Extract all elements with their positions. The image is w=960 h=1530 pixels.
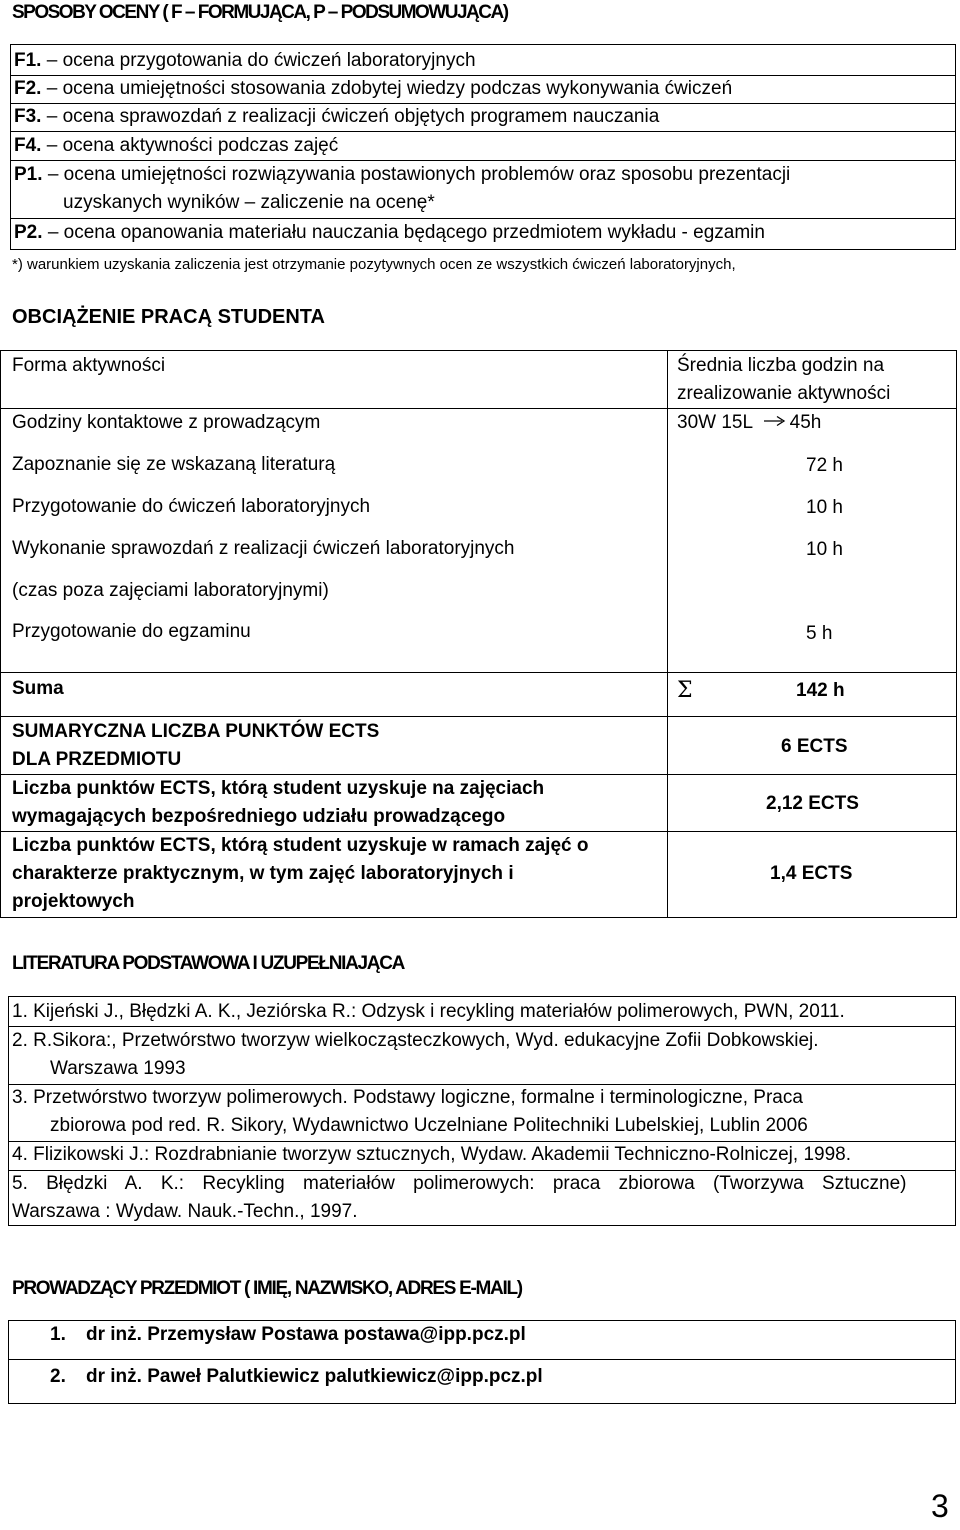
ects-contact-label-1: Liczba punktów ECTS, którą student uzyskuje na zajęciach: [12, 778, 545, 799]
teachers-title: PROWADZĄCY PRZEDMIOT ( IMIĘ, NAZWISKO, ADRES E-MAIL): [12, 1278, 522, 1299]
sigma-icon: Σ: [677, 678, 693, 703]
literature-item: 1. Kijeński J., Błędzki A. K., Jeziórska R.: Odzysk i recykling materiałów polimerowych, PWN, 2011.: [12, 1001, 845, 1022]
ects-practical-label-2: charakterze praktycznym, w tym zajęć laboratoryjnych i: [12, 863, 514, 884]
methods-title: SPOSOBY OCENY ( F – FORMUJĄCA, P – PODSUMOWUJĄCA): [12, 2, 508, 23]
workload-row-label: Przygotowanie do egzaminu: [12, 621, 251, 642]
literature-item: 5. Błędzki A. K.: Recykling materiałów polimerowych: praca zbiorowa (Tworzywa Sztuczne): [12, 1173, 907, 1194]
teacher-entry: dr inż. Paweł Palutkiewicz palutkiewicz@ipp.pcz.pl: [86, 1366, 543, 1387]
sum-value: 142 h: [796, 680, 845, 701]
workload-title: OBCIĄŻENIE PRACĄ STUDENTA: [12, 306, 325, 328]
literature-item: 2. R.Sikora:, Przetwórstwo tworzyw wielkocząsteczkowych, Wyd. edukacyjne Zofii Dobkowskiej.: [12, 1030, 819, 1051]
column-divider: [667, 350, 668, 918]
divider: [10, 131, 956, 132]
divider: [8, 1026, 956, 1027]
workload-row-label: Przygotowanie do ćwiczeń laboratoryjnych: [12, 496, 371, 517]
divider: [10, 103, 956, 104]
ects-total-label-2: DLA PRZEDMIOTU: [12, 749, 182, 770]
literature-title: LITERATURA PODSTAWOWA I UZUPEŁNIAJĄCA: [12, 953, 405, 974]
divider: [0, 831, 957, 832]
divider: [0, 672, 957, 673]
method-item-f2: F2. – ocena umiejętności stosowania zdobytej wiedzy podczas wykonywania ćwiczeń: [14, 78, 733, 99]
method-item-p1: P1. – ocena umiejętności rozwiązywania postawionych problemów oraz sposobu prezentacji: [14, 164, 791, 185]
method-item-p1-cont: uzyskanych wyników – zaliczenie na ocenę*: [63, 192, 435, 213]
workload-row-value: 10 h: [806, 497, 843, 518]
workload-row-value: 72 h: [806, 455, 843, 476]
method-item-f3: F3. – ocena sprawozdań z realizacji ćwiczeń objętych programem nauczania: [14, 106, 660, 127]
divider: [8, 1170, 956, 1171]
ects-practical-value: 1,4 ECTS: [770, 863, 853, 884]
divider: [0, 716, 957, 717]
workload-row-label: Zapoznanie się ze wskazaną literaturą: [12, 454, 336, 475]
ects-contact-value: 2,12 ECTS: [766, 793, 859, 814]
literature-item-cont: zbiorowa pod red. R. Sikory, Wydawnictwo Uczelniane Politechniki Lubelskiej, Lublin 2006: [50, 1115, 808, 1136]
sum-label: Suma: [12, 678, 64, 699]
teacher-number: 1.: [50, 1324, 66, 1345]
ects-contact-label-2: wymagających bezpośredniego udziału prowadzącego: [12, 806, 506, 827]
method-item-p2: P2. – ocena opanowania materiału nauczania będącego przedmiotem wykładu - egzamin: [14, 222, 765, 243]
divider: [8, 1141, 956, 1142]
method-item-f1: F1. – ocena przygotowania do ćwiczeń laboratoryjnych: [14, 50, 476, 71]
divider: [10, 75, 956, 76]
arrow-right-icon: [764, 415, 786, 427]
literature-item-cont: Warszawa 1993: [50, 1058, 186, 1079]
ects-practical-label-1: Liczba punktów ECTS, którą student uzyskuje w ramach zajęć o: [12, 835, 589, 856]
ects-total-value: 6 ECTS: [781, 736, 848, 757]
workload-row-value: 30W 15L 45h: [677, 412, 822, 433]
col-header-activity: Forma aktywności: [12, 355, 166, 376]
divider: [10, 160, 956, 161]
divider: [0, 774, 957, 775]
literature-item: 4. Flizikowski J.: Rozdrabnianie tworzyw sztucznych, Wydaw. Akademii Techniczno-Rolniczej, 1998.: [12, 1144, 851, 1165]
col-header-hours-1: Średnia liczba godzin na: [677, 355, 885, 376]
ects-total-label-1: SUMARYCZNA LICZBA PUNKTÓW ECTS: [12, 721, 380, 742]
divider: [8, 1359, 956, 1360]
teacher-entry: dr inż. Przemysław Postawa postawa@ipp.pcz.pl: [86, 1324, 526, 1345]
page-number: 3: [931, 1488, 949, 1524]
methods-footnote: *) warunkiem uzyskania zaliczenia jest otrzymanie pozytywnych ocen ze wszystkich ćwiczeń laboratoryjnych,: [12, 256, 736, 273]
workload-row-label: (czas poza zajęciami laboratoryjnymi): [12, 580, 329, 601]
workload-row-label: Godziny kontaktowe z prowadzącym: [12, 412, 321, 433]
method-item-f4: F4. – ocena aktywności podczas zajęć: [14, 135, 339, 156]
workload-row-label: Wykonanie sprawozdań z realizacji ćwiczeń laboratoryjnych: [12, 538, 515, 559]
divider: [8, 1084, 956, 1085]
literature-item-cont: Warszawa : Wydaw. Nauk.-Techn., 1997.: [12, 1201, 358, 1222]
literature-item: 3. Przetwórstwo tworzyw polimerowych. Podstawy logiczne, formalne i terminologiczne, Praca: [12, 1087, 803, 1108]
divider: [10, 218, 956, 219]
ects-practical-label-3: projektowych: [12, 891, 135, 912]
workload-row-value: 5 h: [806, 623, 833, 644]
divider: [0, 408, 957, 409]
teacher-number: 2.: [50, 1366, 66, 1387]
col-header-hours-2: zrealizowanie aktywności: [677, 383, 891, 404]
workload-row-value: 10 h: [806, 539, 843, 560]
